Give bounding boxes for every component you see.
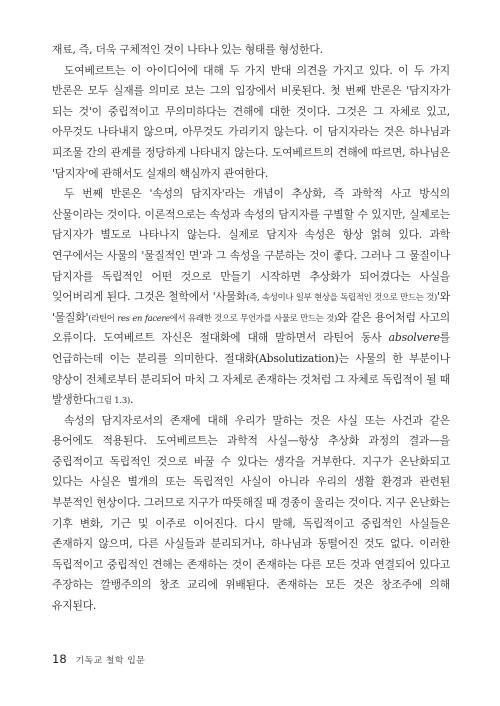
text-segment: . (130, 393, 134, 407)
page-number: 18 (52, 652, 67, 666)
text-segment: res en facere (117, 312, 170, 323)
text-segment: 속성의 담지자로서의 존재에 대해 우리가 말하는 것은 사실 또는 사건과 같은 용어에도 적용된다. 도여베르트는 과학적 사실—항상 추상화 과정의 결과—을 중립적이고 독립적인 것으로 바꿀 수 있다는 생각을 거부한다. 지구가 온난화되고 있다는 사실은 별개의 또는 독립적인 사실이 아니라 우리의 생활 환경과 관련된 부분적인 현상이다. 그러므로 지구가 따뜻해질 때 경종이 울리는 것이다. 지구 온난화는 기후 변화, 기근 및 이주로 이어진다. 다시 말해, 독립적이고 중립적인 사실들은 존재하지 않으며, 다른 사실들과 분리되거나, 하나님과 동떨어진 것도 없다. 이러한 독립적이고 중립적인 견해는 존재하는 것이 존재하는 다른 모든 것과 연결되어 있다고 주장하는 깔뱅주의의 창조 교리에 위배된다. 존재하는 모든 것은 창조주에 의해 유지된다. (52, 413, 450, 613)
page-body (52, 40, 450, 617)
text-segment: absolvere (388, 331, 440, 345)
text-segment: 재료, 즉, 더욱 구체적인 것이 나타나 있는 형태를 형성한다. (52, 43, 323, 56)
text-segment: (즉, 속성이나 일부 현상을 독립적인 것으로 만드는 것) (246, 292, 437, 303)
text-segment: 와 같은 용어처럼 사고의 오류이다. 도여베르트 자신은 절대화에 대해 말하면서 라틴어 동사 (52, 310, 451, 345)
text-segment: 를 언급하는데 이는 분리를 의미한다. 절대화(Absolutization)는 사물의 한 부분이나 양상이 전체로부터 분리되어 마치 그 자체로 존재하는 것처럼 그 자체로 독립적이 될 때 발생한다 (52, 331, 450, 407)
text-segment: '와 '물질화' (52, 290, 450, 324)
paragraph-3 (52, 411, 450, 617)
running-title: 기독교 철학 입문 (75, 656, 146, 666)
text-segment: (그림 1.3) (92, 395, 131, 406)
page-footer (52, 652, 145, 666)
text-segment: (라틴어 (88, 312, 118, 323)
text-segment: 도여베르트는 이 아이디어에 대해 두 가지 반대 의견을 가지고 있다. 이 두 가지 반론은 모두 실재를 의미로 보는 그의 입장에서 비롯된다. 첫 번째 반론은 '담지자가 되는 것'이 중립적이고 무의미하다는 견해에 대한 것이다. 그것은 그 자체로 있고, 아무것도 나타내지 않으며, 아무것도 가리키지 않는다. 이 담지자라는 것은 하나님과 피조물 간의 관계를 정당하게 나타내지 않는다. 도여베르트의 견해에 따르면, 하나님은 '담지자'에 관해서도 실재의 핵심까지 관여한다. (52, 63, 450, 180)
paragraph-0 (52, 40, 450, 61)
text-segment: 두 번째 반론은 '속성의 담지자'라는 개념이 추상화, 즉 과학적 사고 방식의 산물이라는 것이다. 이론적으로는 속성과 속성의 담지자를 구별할 수 있지만, 실제로는 담지자가 별도로 나타나지 않는다. 실제로 담지자 속성은 항상 얽혀 있다. 과학 연구에서는 사물의 '물질적인 면'과 그 속성을 구분하는 것이 좋다. 그러나 그 물질이나 담지자를 독립적인 어떤 것으로 만들기 시작하면 추상화가 되어겼다는 사실을 잊어버리게 된다. 그것은 철학에서 '사물화 (52, 187, 450, 304)
paragraph-2 (52, 184, 450, 411)
paragraph-1 (52, 61, 450, 185)
text-segment: 에서 유래한 것으로 무언가를 사물로 만드는 것) (169, 312, 337, 323)
